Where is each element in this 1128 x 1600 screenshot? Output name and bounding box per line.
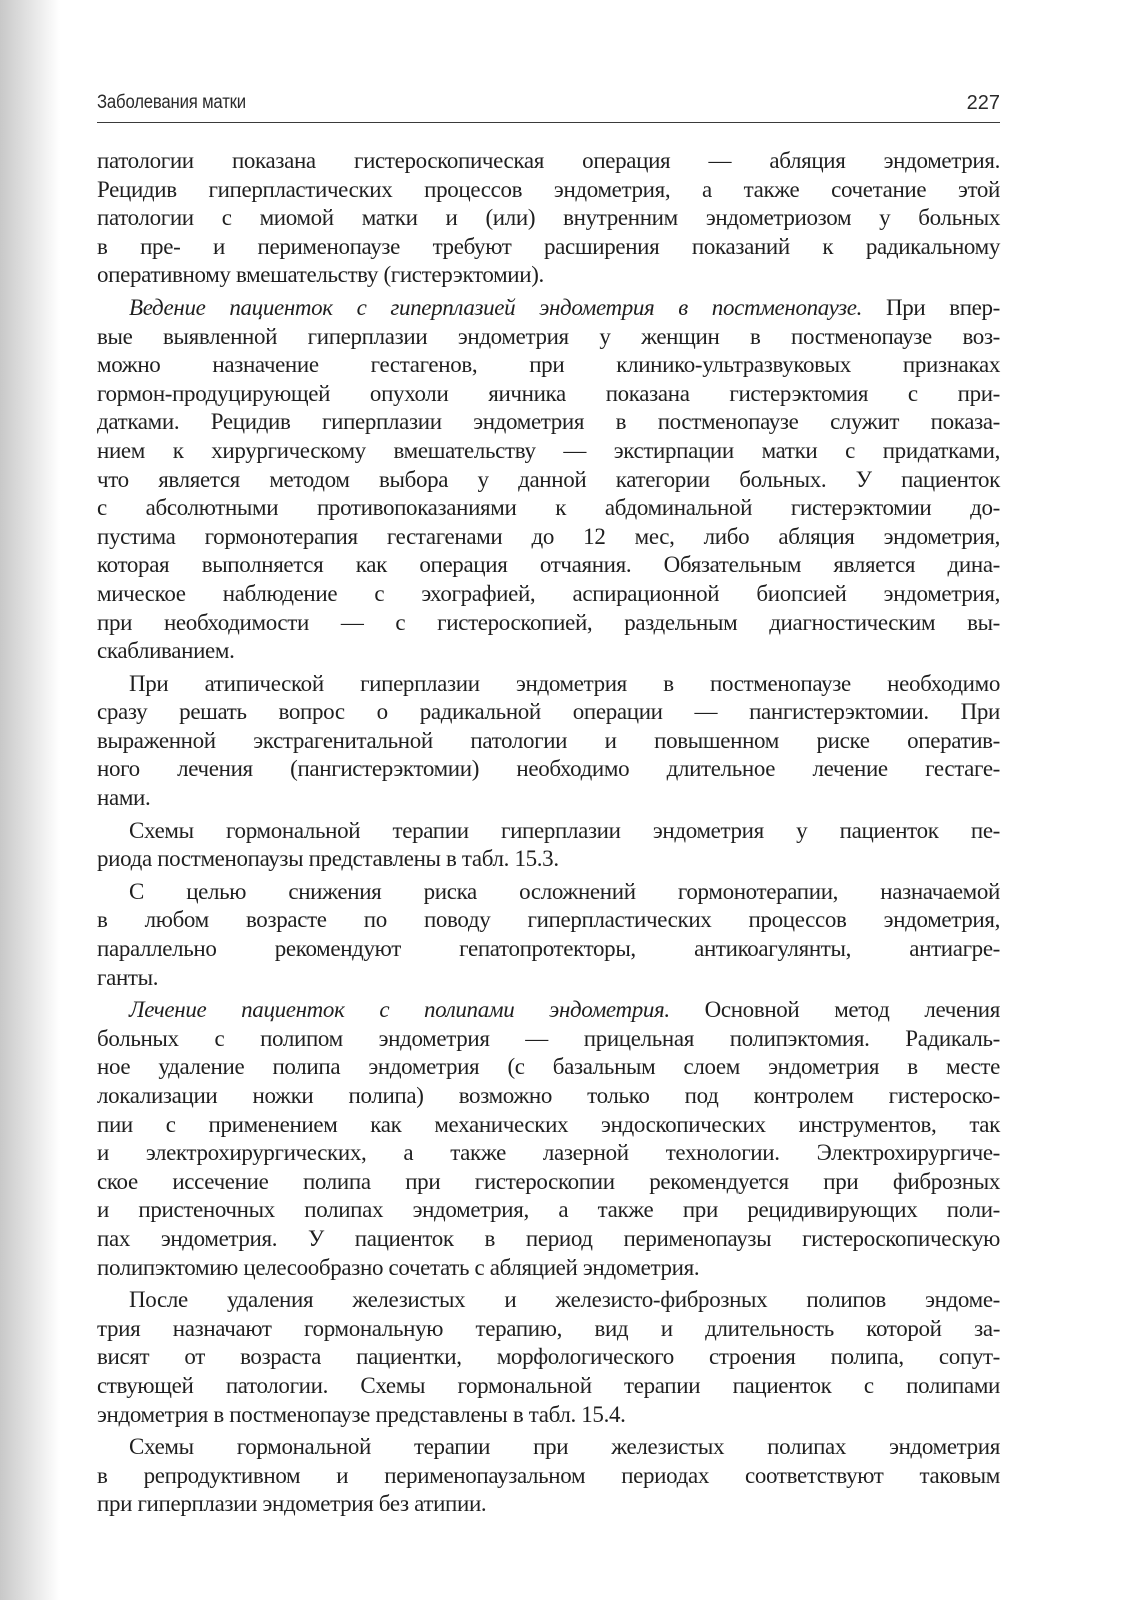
text-line: и электрохирургических, а также лазерной технологии. Электрохирургиче- bbox=[97, 1140, 1000, 1166]
text-line: с абсолютными противопоказаниями к абдоминальной гистерэктомии до- bbox=[97, 495, 1000, 521]
text-line: При атипической гиперплазии эндометрия в постменопаузе необходимо bbox=[129, 670, 1000, 696]
text-line: мическое наблюдение с эхографией, аспирационной биопсией эндометрия, bbox=[97, 580, 1000, 606]
text-line: в любом возрасте по поводу гиперпластических процессов эндометрия, bbox=[97, 907, 1000, 933]
text-line: ствующей патологии. Схемы гормональной терапии пациенток с полипами bbox=[97, 1372, 1000, 1398]
paragraph-postmenopause-hyperplasia bbox=[97, 294, 1000, 666]
page-edge-shadow bbox=[0, 0, 60, 1600]
paragraph bbox=[97, 817, 1000, 874]
paragraph bbox=[97, 1286, 1000, 1429]
text-line: можно назначение гестагенов, при клинико-ультразвуковых признаках bbox=[97, 352, 1000, 378]
text-line: Рецидив гиперпластических процессов эндометрия, а также сочетание этой bbox=[97, 176, 1000, 202]
text-fragment: Основной метод лечения bbox=[669, 997, 1000, 1023]
text-line bbox=[97, 294, 1000, 323]
text-line: в репродуктивном и перименопаузальном периодах соответствуют таковым bbox=[97, 1462, 1000, 1488]
paragraph bbox=[97, 670, 1000, 813]
text-line: ское иссечение полипа при гистероскопии рекомендуется при фиброзных bbox=[97, 1168, 1000, 1194]
text-line: пах эндометрия. У пациенток в период перименопаузы гистероскопическую bbox=[97, 1225, 1000, 1251]
text-line: ганты. bbox=[97, 964, 159, 990]
text-line: выраженной экстрагенитальной патологии и повышенном риске оператив- bbox=[97, 727, 1000, 753]
text-line: локализации ножки полипа) возможно только под контролем гистероско- bbox=[97, 1083, 1000, 1108]
text-line: С целью снижения риска осложнений гормонотерапии, назначаемой bbox=[129, 878, 1000, 904]
text-line: Схемы гормональной терапии гиперплазии эндометрия у пациенток пе- bbox=[129, 817, 1000, 843]
running-header bbox=[97, 92, 1000, 123]
paragraph bbox=[97, 147, 1000, 290]
text-line: вые выявленной гиперплазии эндометрия у женщин в постменопаузе воз- bbox=[97, 323, 1000, 349]
text-line: пустима гормонотерапия гестагенами до 12 мес, либо абляция эндометрия, bbox=[97, 523, 1000, 549]
text-line: датками. Рецидив гиперплазии эндометрия в постменопаузе служит показа- bbox=[97, 409, 1000, 435]
text-line: Схемы гормональной терапии при железистых полипах эндометрия bbox=[129, 1434, 1000, 1460]
text-fragment: При впер- bbox=[862, 294, 1000, 320]
page-number: 227 bbox=[966, 92, 1000, 114]
paragraph-polyp-treatment bbox=[97, 996, 1000, 1282]
text-line: риода постменопаузы представлены в табл. 15.3. bbox=[97, 846, 559, 872]
text-line: ное удаление полипа эндометрия (с базальным слоем эндометрия в месте bbox=[97, 1054, 1000, 1080]
text-line: оперативному вмешательству (гистерэктомии). bbox=[97, 262, 544, 288]
paragraph bbox=[97, 878, 1000, 992]
text-line: нием к хирургическому вмешательству — экстирпации матки с придатками, bbox=[97, 437, 1000, 463]
text-line: и пристеночных полипах эндометрия, а также при рецидивирующих поли- bbox=[97, 1197, 1000, 1223]
text-line bbox=[97, 996, 1000, 1025]
section-run-in-heading: Лечение пациенток с полипами эндометрия. bbox=[129, 997, 670, 1023]
section-run-in-heading: Ведение пациенток с гиперплазией эндометрия в постменопаузе. bbox=[129, 294, 863, 320]
text-line: скабливанием. bbox=[97, 638, 235, 664]
text-line: что является методом выбора у данной категории больных. У пациенток bbox=[97, 466, 1000, 492]
paragraph bbox=[97, 1433, 1000, 1519]
text-line: при необходимости — с гистероскопией, раздельным диагностическим вы- bbox=[97, 609, 1000, 635]
text-line: полипэктомию целесообразно сочетать с абляцией эндометрия. bbox=[97, 1254, 700, 1280]
body-text bbox=[97, 147, 1000, 1519]
text-line: которая выполняется как операция отчаяния. Обязательным является дина- bbox=[97, 552, 1000, 578]
text-line: трия назначают гормональную терапию, вид и длительность которой за- bbox=[97, 1315, 1000, 1341]
text-line: После удаления железистых и железисто-фиброзных полипов эндоме- bbox=[129, 1287, 1000, 1313]
text-line: ного лечения (пангистерэктомии) необходимо длительное лечение гестаге- bbox=[97, 756, 1000, 782]
text-line: сразу решать вопрос о радикальной операции — пангистерэктомии. При bbox=[97, 699, 1000, 725]
text-line: параллельно рекомендуют гепатопротекторы, антикоагулянты, антиагре- bbox=[97, 936, 1000, 962]
text-line: гормон-продуцирующей опухоли яичника показана гистерэктомия с при- bbox=[97, 380, 1000, 406]
text-line: патологии показана гистероскопическая операция — абляция эндометрия. bbox=[97, 148, 1000, 173]
text-line: в пре- и перименопаузе требуют расширения показаний к радикальному bbox=[97, 233, 1000, 259]
running-title: Заболевания матки bbox=[97, 92, 246, 113]
text-line: эндометрия в постменопаузе представлены в табл. 15.4. bbox=[97, 1401, 626, 1427]
text-line: больных с полипом эндометрия — прицельная полипэктомия. Радикаль- bbox=[97, 1025, 1000, 1051]
text-line: пии с применением как механических эндоскопических инструментов, так bbox=[97, 1111, 1000, 1137]
text-line: нами. bbox=[97, 785, 151, 811]
text-line: патологии с миомой матки и (или) внутренним эндометриозом у больных bbox=[97, 205, 1000, 231]
text-line: при гиперплазии эндометрия без атипии. bbox=[97, 1491, 487, 1517]
text-line: висят от возраста пациентки, морфологического строения полипа, сопут- bbox=[97, 1344, 1000, 1370]
